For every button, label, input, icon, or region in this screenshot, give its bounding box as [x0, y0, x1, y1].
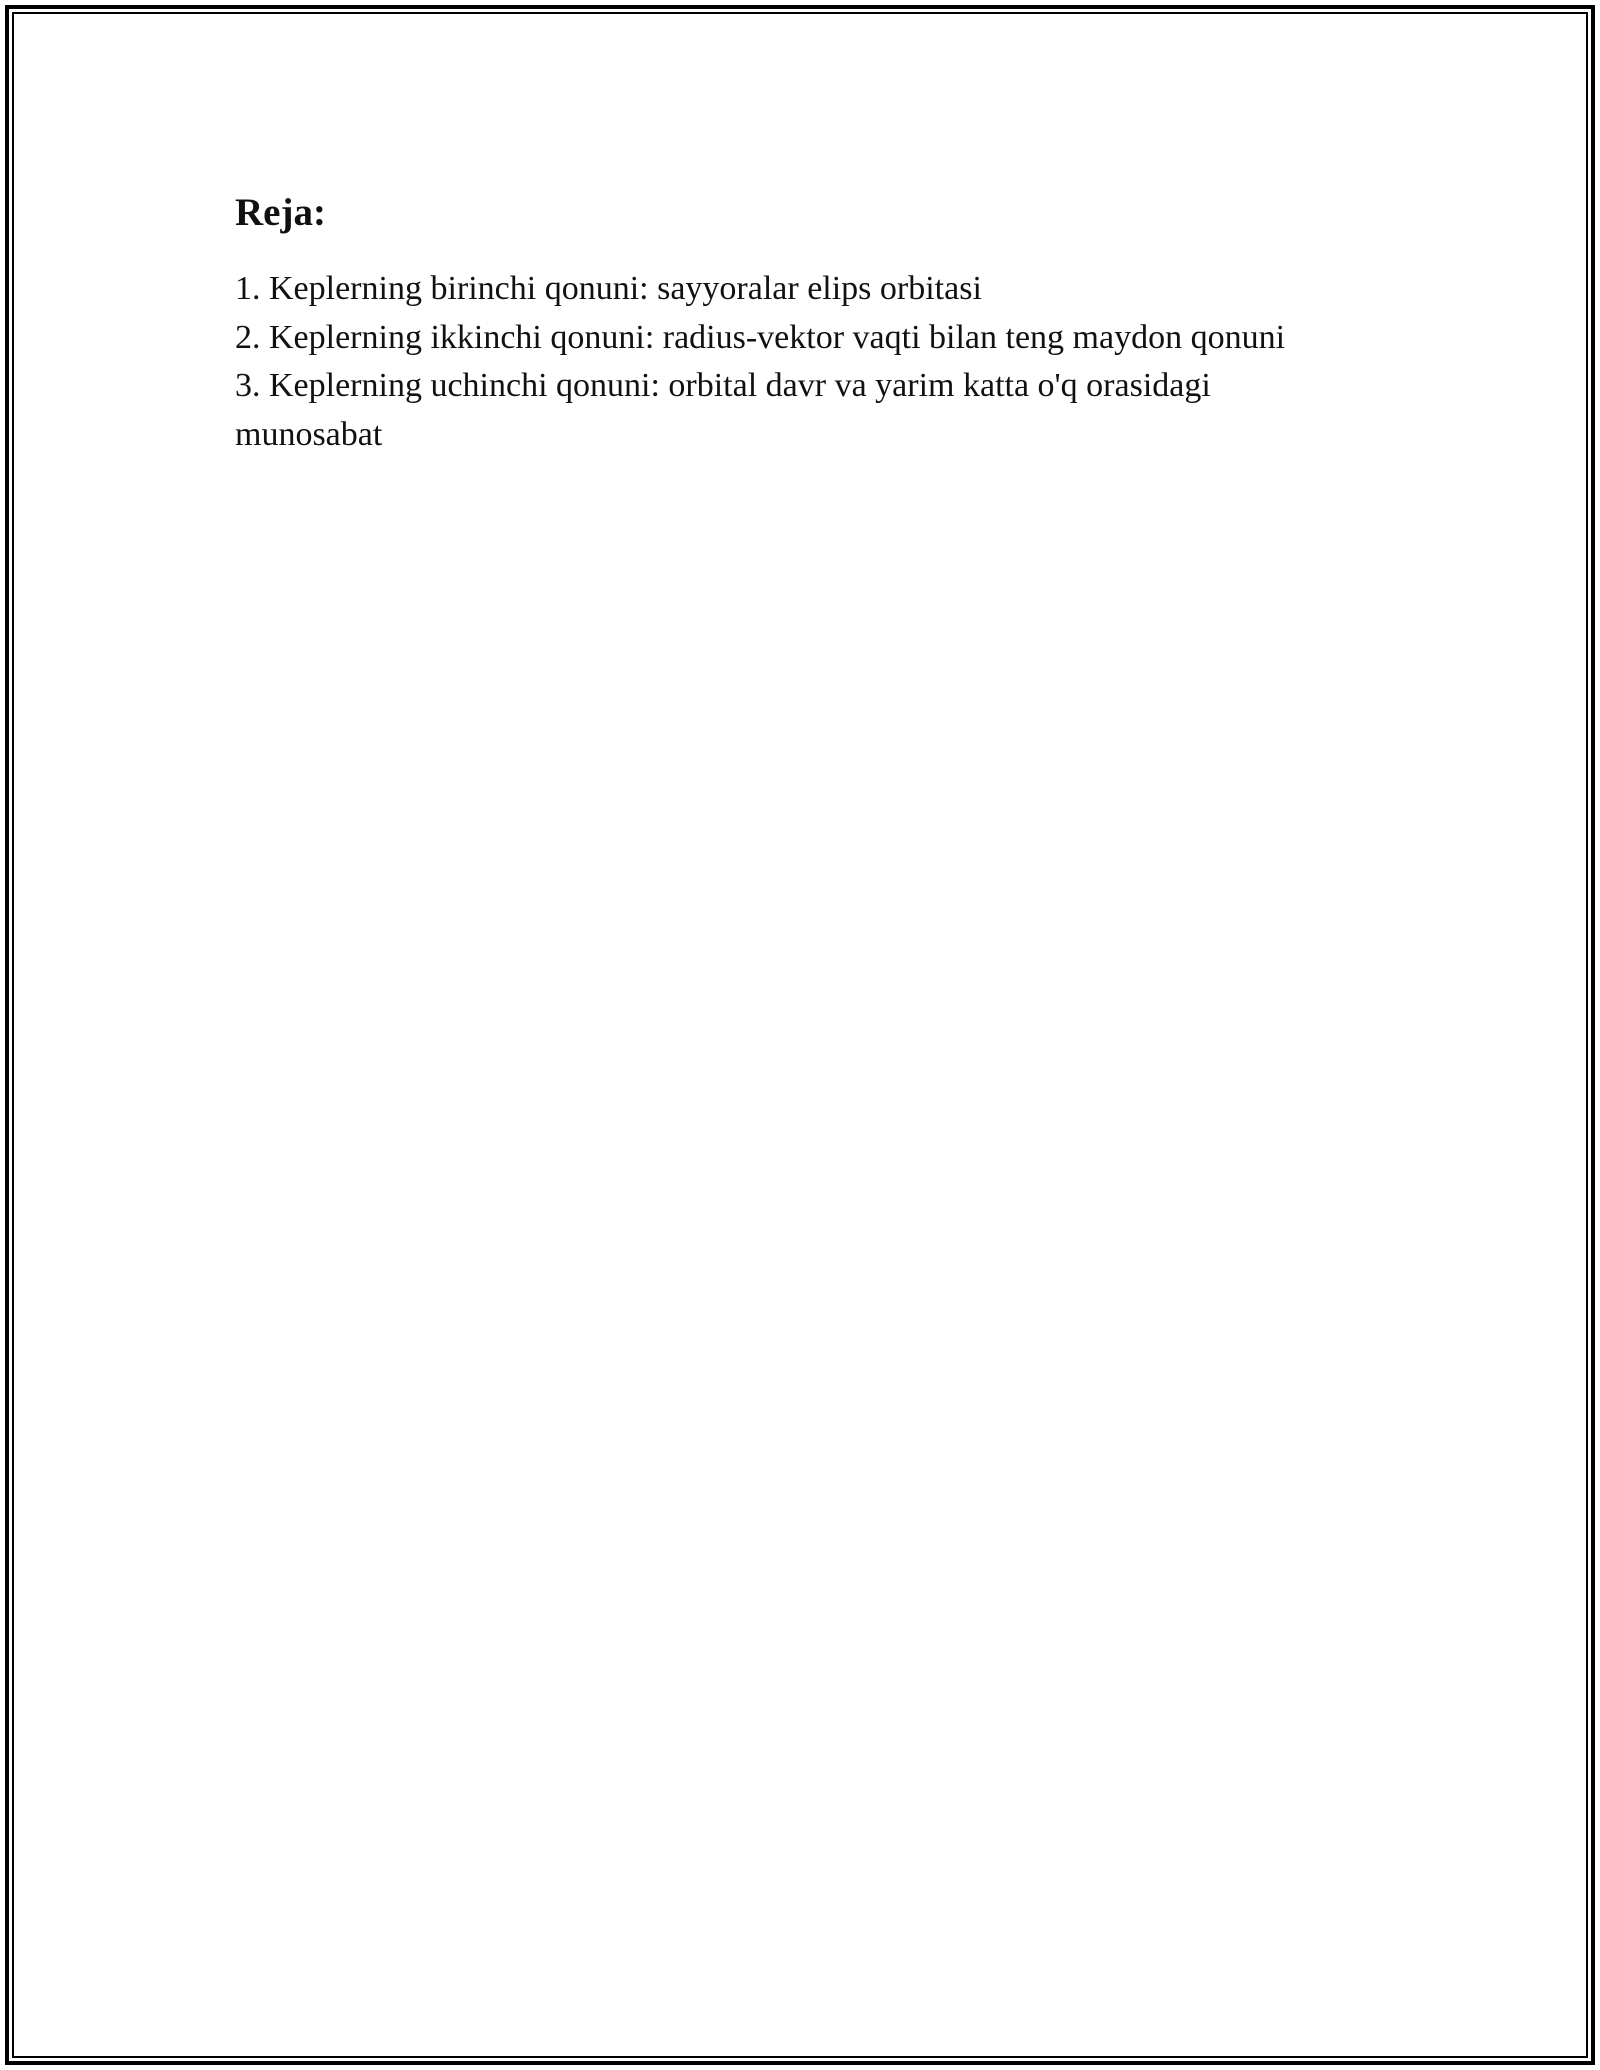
plan-item-1: 1. Keplerning birinchi qonuni: sayyoralar elips orbitasi — [235, 270, 982, 307]
document-body — [235, 185, 1335, 459]
plan-item-3: 3. Keplerning uchinchi qonuni: orbital davr va yarim katta o'q orasidagi munosabat — [235, 367, 1211, 453]
plan-list — [235, 265, 1335, 459]
plan-item-2: 2. Keplerning ikkinchi qonuni: radius-vektor vaqti bilan teng maydon qonuni — [235, 318, 1286, 356]
plan-heading: Reja: — [235, 191, 326, 234]
